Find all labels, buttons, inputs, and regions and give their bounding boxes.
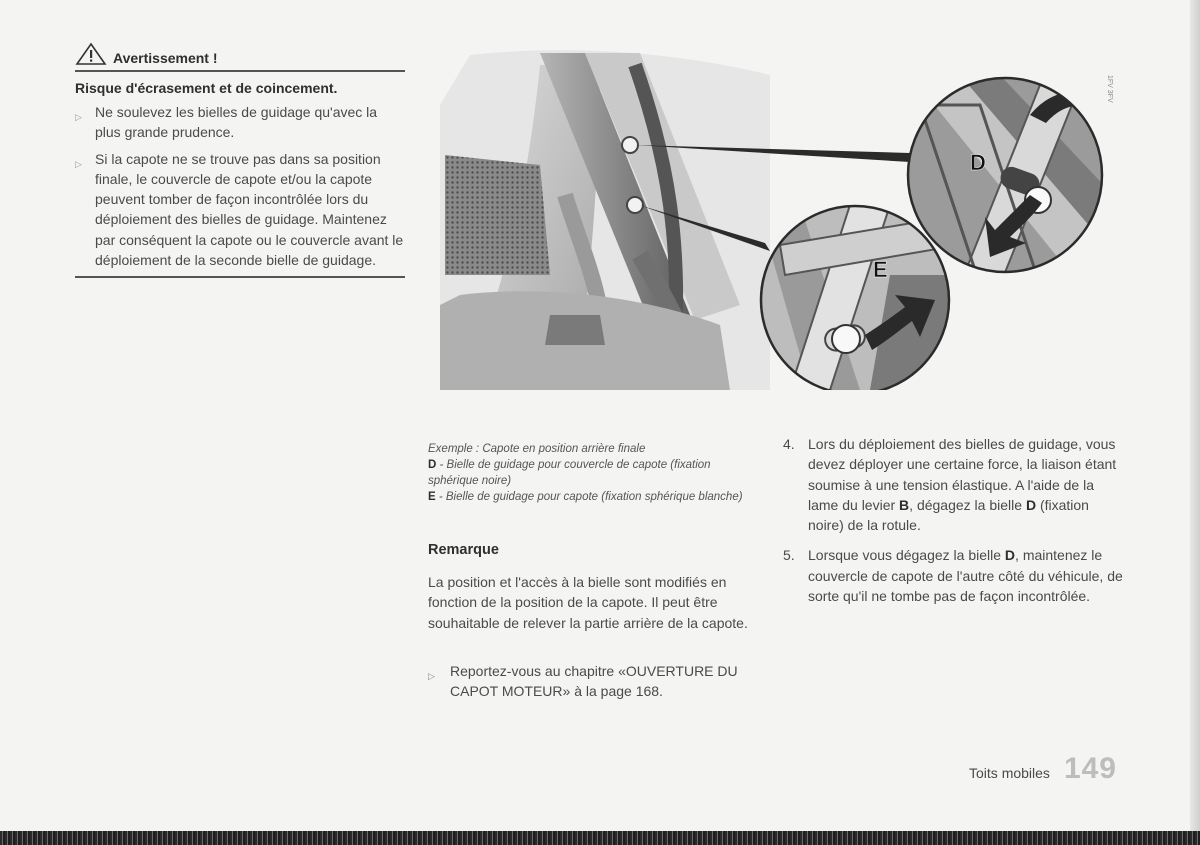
figure-caption xyxy=(428,441,748,505)
note-reference-text: Reportez-vous au chapitre «OUVERTURE DU CAPOT MOTEUR» à la page 168. xyxy=(450,663,738,700)
bullet-triangle-icon: ▷ xyxy=(75,112,82,122)
detail-circle-d xyxy=(908,75,1120,285)
step-item xyxy=(783,545,1123,606)
page-right-edge xyxy=(1190,0,1200,845)
warning-title: Avertissement ! xyxy=(113,50,218,66)
step-item xyxy=(783,434,1123,535)
step-number: 4. xyxy=(783,436,795,452)
step-text-part: , dégagez la bielle xyxy=(909,496,1026,513)
warning-item xyxy=(75,149,405,271)
label-e: E xyxy=(873,257,888,282)
caption-text-e: - Bielle de guidage pour capote (fixation sphérique blanche) xyxy=(435,491,743,503)
caption-line-1: Exemple : Capote en position arrière finale xyxy=(428,443,646,455)
step-text-part: (fixation noire) de la rotule. xyxy=(808,496,1089,534)
warning-item xyxy=(75,102,405,143)
step-bold-ref: B xyxy=(899,496,910,513)
warning-header xyxy=(75,42,405,72)
instruction-steps xyxy=(783,434,1123,616)
step-text-part: Lorsque vous dégagez la bielle xyxy=(808,547,1005,564)
note-body: La position et l'accès à la bielle sont modifiés en fonction de la position de la capote. Il peut être souhaitable de relever la partie arrière de la capote. xyxy=(428,574,748,631)
caption-item-e xyxy=(428,489,748,505)
step-text xyxy=(808,545,1123,606)
step-text-part: Lors du déploiement des bielles de guidage, vous devez déployer une certaine force, la liaison étant soumise à une tension élastique. A l'aide de la lame du levier xyxy=(808,436,1117,513)
warning-triangle-icon xyxy=(75,42,107,66)
caption-text-d: - Bielle de guidage pour couvercle de capote (fixation sphérique noire) xyxy=(428,459,711,487)
page-number: 149 xyxy=(1063,752,1117,785)
page-footer xyxy=(969,752,1117,786)
note-title: Remarque xyxy=(428,542,499,558)
step-bold-ref: D xyxy=(1025,496,1037,513)
caption-key-e: E xyxy=(428,491,436,503)
note-reference xyxy=(428,661,758,702)
section-name: Toits mobiles xyxy=(969,765,1050,781)
warning-box xyxy=(75,42,405,278)
page-binding-edge xyxy=(0,831,1200,845)
warning-item-text: Ne soulevez les bielles de guidage qu'avec la plus grande prudence. xyxy=(95,104,378,141)
warning-list xyxy=(75,102,405,270)
caption-key-d: D xyxy=(428,459,437,471)
step-text-part: , maintenez le couvercle de capote de l'autre côté du véhicule, de sorte qu'il ne tombe pas de façon incontrôlée. xyxy=(808,547,1123,605)
vehicle-detail xyxy=(440,50,770,390)
caption-item-d xyxy=(428,457,748,489)
label-d: D xyxy=(970,150,986,175)
step-text xyxy=(808,434,1123,535)
step-bold-ref: D xyxy=(1004,547,1016,564)
convertible-top-illustration xyxy=(440,45,1120,390)
warning-subtitle: Risque d'écrasement et de coincement. xyxy=(75,80,338,96)
warning-item-text: Si la capote ne se trouve pas dans sa position finale, le couvercle de capote et/ou la capote peuvent tomber de façon incontrôlée lors du déploiement des bielles de guidage. Maintenez par conséquent la capote ou le couvercle avant le déploiement de la seconde bielle de guidage. xyxy=(95,150,404,269)
warning-bottom-rule xyxy=(75,276,405,278)
figure-side-code: 1FV 3FV xyxy=(1106,75,1113,103)
bullet-triangle-icon: ▷ xyxy=(428,671,435,681)
step-number: 5. xyxy=(783,547,795,564)
bullet-triangle-icon: ▷ xyxy=(75,158,82,169)
